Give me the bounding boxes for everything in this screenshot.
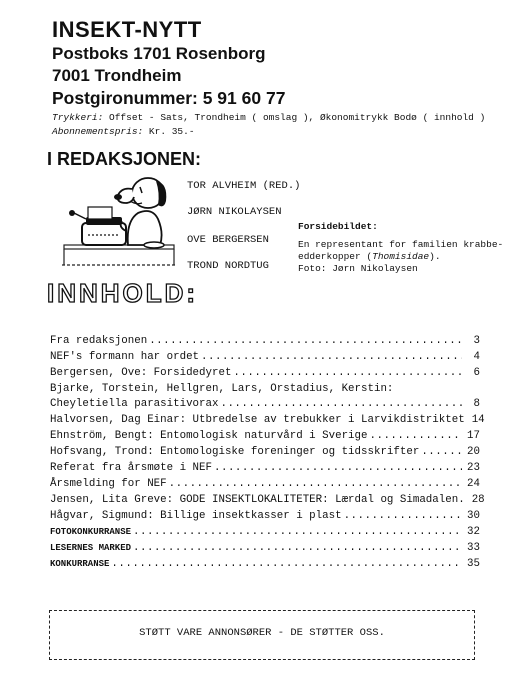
toc-title: Jensen, Lita Greve: GODE INSEKTLOKALITETER: Lærdal og Simadalen. (50, 494, 465, 506)
toc-page-number: 8 (473, 398, 480, 410)
toc-page-number: 6 (473, 367, 480, 379)
toc-page-number: 33 (467, 542, 480, 554)
toc-title: Bergersen, Ove: Forsidedyret (50, 367, 232, 379)
contents-heading: INNHOLD: (47, 278, 199, 308)
cover-photo-heading: Forsidebildet: (298, 221, 378, 232)
toc-row (50, 510, 480, 526)
toc-leader-dots (149, 335, 462, 347)
editorial-heading: I REDAKSJONEN: (47, 149, 202, 169)
advertisers-notice-text: STØTT VARE ANNONSØRER - DE STØTTER OSS. (139, 627, 385, 639)
toc-title: Fra redaksjonen (50, 335, 148, 347)
toc-row (50, 430, 480, 446)
toc-row (50, 383, 480, 398)
toc-title: LESERNES MARKED (50, 543, 132, 553)
toc-leader-dots (344, 510, 462, 522)
toc-title: Bjarke, Torstein, Hellgren, Lars, Orstadius, Kerstin: (50, 383, 394, 395)
subscription-info (52, 126, 195, 137)
toc-row (50, 414, 485, 430)
toc-leader-dots (220, 398, 462, 410)
toc-row (50, 367, 480, 383)
address-line-1: Postboks 1701 Rosenborg (52, 44, 266, 63)
table-of-contents (50, 335, 485, 574)
toc-row (50, 494, 485, 510)
address-line-2: 7001 Trondheim (52, 66, 182, 85)
toc-leader-dots (169, 478, 462, 490)
toc-title: Hågvar, Sigmund: Billige insektkasser i plast (50, 510, 342, 522)
toc-title: Ehnström, Bengt: Entomologisk naturvård i Sverige (50, 430, 368, 442)
printing-label: Trykkeri: (52, 112, 104, 123)
toc-page-number: 3 (473, 335, 480, 347)
toc-row (50, 526, 480, 542)
editor-name: JØRN NIKOLAYSEN (187, 206, 282, 218)
advertisers-notice-box (49, 610, 475, 660)
subscription-value: Kr. 35.- (148, 126, 195, 137)
toc-title: Årsmelding for NEF (50, 478, 167, 490)
subscription-label: Abonnementspris: (52, 126, 144, 137)
postgiro-number: Postgironummer: 5 91 60 77 (52, 88, 286, 108)
toc-title: Referat fra årsmøte i NEF (50, 462, 212, 474)
toc-leader-dots (421, 446, 462, 458)
toc-page-number: 35 (467, 558, 480, 570)
toc-page-number: 24 (467, 478, 480, 490)
cover-species-name: Thomisidae (372, 251, 430, 262)
toc-title: NEF's formann har ordet (50, 351, 200, 363)
toc-title: Cheyletiella parasitivorax (50, 398, 219, 410)
toc-leader-dots (133, 526, 462, 538)
toc-row (50, 446, 480, 462)
toc-leader-dots (369, 430, 462, 442)
toc-row (50, 398, 480, 414)
cover-line2-suffix: ). (429, 251, 441, 262)
toc-page-number: 30 (467, 510, 480, 522)
toc-row (50, 478, 480, 494)
cover-photo-credit: Foto: Jørn Nikolaysen (298, 263, 418, 274)
toc-leader-dots (133, 542, 462, 554)
toc-page-number: 23 (467, 462, 480, 474)
cover-photo-description: En representant for familien krabbe- (298, 239, 504, 250)
toc-leader-dots (201, 351, 462, 363)
toc-page-number: 17 (467, 430, 480, 442)
toc-title: Halvorsen, Dag Einar: Utbredelse av trebukker i Larvikdistriktet (50, 414, 465, 426)
editor-name: OVE BERGERSEN (187, 234, 269, 246)
snoopy-typewriter-icon (60, 173, 178, 268)
cover-line2-prefix: edderkopper ( (298, 251, 373, 262)
toc-title: FOTOKONKURRANSE (50, 527, 132, 537)
cover-photo-description-cont (298, 251, 441, 262)
toc-page-number: 28 (471, 494, 485, 506)
toc-page-number: 4 (473, 351, 480, 363)
toc-leader-dots (233, 367, 462, 379)
toc-page-number: 14 (471, 414, 485, 426)
editor-name: TROND NORDTUG (187, 260, 269, 272)
toc-title: Hofsvang, Trond: Entomologiske foreninger og tidsskrifter (50, 446, 420, 458)
toc-row (50, 558, 480, 574)
printing-info (52, 112, 485, 123)
editor-name: TOR ALVHEIM (RED.) (187, 180, 301, 192)
toc-title: KONKURRANSE (50, 559, 110, 569)
toc-row (50, 542, 480, 558)
toc-page-number: 32 (467, 526, 480, 538)
toc-page-number: 20 (467, 446, 480, 458)
toc-leader-dots (111, 558, 462, 570)
toc-row (50, 351, 480, 367)
toc-row (50, 462, 480, 478)
printing-value: Offset - Sats, Trondheim ( omslag ), Økonomitrykk Bodø ( innhold ) (109, 112, 486, 123)
magazine-title: INSEKT-NYTT (52, 17, 202, 42)
toc-row (50, 335, 480, 351)
toc-leader-dots (214, 462, 462, 474)
